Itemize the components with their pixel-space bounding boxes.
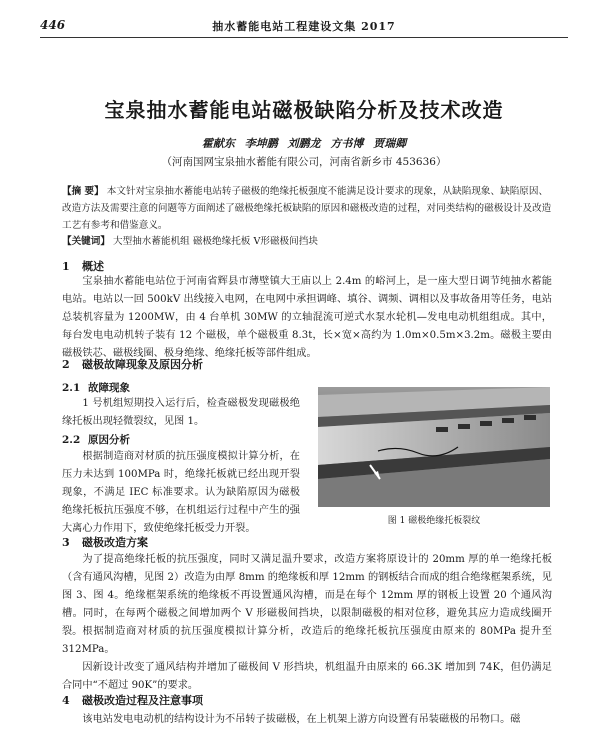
running-header [40,16,568,38]
subsection-number: 2.2 [62,434,81,446]
section-number: 4 [62,694,70,707]
abstract-label: 【摘 要】 [62,186,104,197]
paper-title: 宝泉抽水蓄能电站磁极缺陷分析及技术改造 [104,98,504,122]
figure-1-photo [318,387,550,507]
section-3-body-3: 因新设计改变了通风结构并增加了磁极间 V 形挡块，机组温升由原来的 66.3K 增加到 74K，但仍满足合同中“不超过 90K”的要求。 [62,662,552,691]
section-number: 3 [62,536,70,549]
section-3-body-2: 根据制造商对材质的抗压强度模拟计算分析，改造后的绝缘托板抗压强度由原来的 80MPa 提升至 312MPa。 [62,626,552,655]
keywords [62,233,552,250]
section-4-heading [62,692,203,708]
affiliation: （河南国网宝泉抽水蓄能有限公司，河南省新乡市 453636） [161,156,447,168]
page-number: 446 [40,18,66,32]
author-list: 霍献东 李坤鹏 刘鹏龙 方书博 贾瑞卿 [201,137,407,150]
figure-1-caption: 图 1 磁极绝缘托板裂纹 [387,516,481,526]
keywords-text: 大型抽水蓄能机组 磁极绝缘托板 V形磁极间挡块 [113,236,318,247]
subsection-2-1-heading [62,380,130,395]
subsection-2-2-body: 根据制造商对材质的抗压强度模拟计算分析，在压力未达到 100MPa 时，绝缘托板就已经出现开裂现象，不满足 IEC 标准要求。认为缺陷原因为磁极绝缘托板抗压强度不够，在机组运行过程中产生的强大离心力作用下，致使绝缘托板受力开裂。 [62,451,300,534]
section-1-body: 宝泉抽水蓄能电站位于河南省辉县市薄壁镇大王庙以上 2.4m 的峪河上，是一座大型日调节纯抽水蓄能电站。电站以一回 500kV 出线接入电网，在电网中承担调峰、填谷、调频、调相以及事故备用等任务，电站总装机容量为 1200MW，由 4 台单机 30MW 的立轴混流可逆式水泵水轮机—发电电动机组组成。其中，每台发电电动机转子装有 12 个磁极，单个磁极重 8.3t，长×宽×高约为 1.0m×0.5m×3.2m。磁极主要由磁极铁芯、磁极线圈、极身绝缘、绝缘托板等部件组成。 [62,276,552,359]
section-3-body-1: 为了提高绝缘托板的抗压强度，同时又满足温升要求，改造方案将原设计的 20mm 厚的单一绝缘托板（含有通风沟槽，见图 2）改造为由厚 8mm 的绝缘板和厚 12mm 的钢板结合而成的组合绝缘框架系统，见图 3、图 4。绝缘框架系统的绝缘板不再设置通风沟槽，而是在每个 12mm 厚的钢板上设置 20 个通风沟槽。同时，在每两个磁极之间增加两个 V 形磁极间挡块，以限制磁极的相对位移，避免其应力造成线圈开裂。 [62,554,552,637]
subsection-title: 原因分析 [88,434,130,446]
section-2-heading [62,356,203,372]
subsection-number: 2.1 [62,382,81,394]
subsection-title: 故障现象 [88,382,130,394]
section-number: 1 [62,260,70,273]
abstract-text: 本文针对宝泉抽水蓄能电站转子磁极的绝缘托板强度不能满足设计要求的现象，从缺陷现象、缺陷原因、改造方法及需要注意的问题等方面阐述了磁极绝缘托板缺陷的原因和磁极改造的过程，对同类结构的磁极设计及改造工艺有参考和借鉴意义。 [62,186,552,231]
subsection-2-1-body: 1 号机组短期投入运行后，检查磁极发现磁极绝缘托板出现轻微裂纹，见图 1。 [62,398,300,427]
section-number: 2 [62,358,70,371]
section-1-heading [62,258,104,274]
section-title: 磁极故障现象及原因分析 [82,358,203,371]
abstract [62,183,552,234]
header-rule [40,37,568,38]
section-title: 概述 [82,260,104,273]
section-title: 磁极改造方案 [82,536,148,549]
journal-title: 抽水蓄能电站工程建设文集 2017 [212,20,396,33]
photo-magnetic-pole-crack-icon [318,387,550,507]
section-title: 磁极改造过程及注意事项 [82,694,203,707]
section-3-heading [62,534,148,550]
keywords-label: 【关键词】 [62,236,110,247]
subsection-2-2-heading [62,432,130,447]
section-4-body: 该电站发电电动机的结构设计为不吊转子拔磁极，在上机架上游方向设置有吊装磁极的吊物口。磁 [82,714,521,725]
